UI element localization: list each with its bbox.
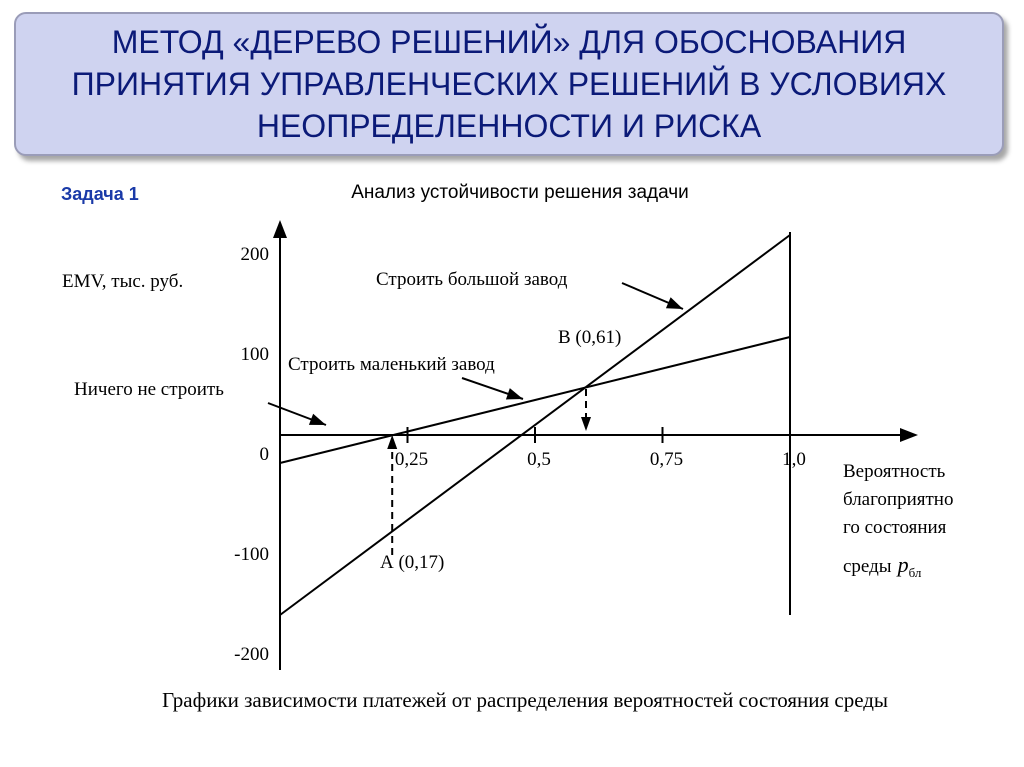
x-tick-label: 1,0 (782, 449, 806, 470)
y-axis-arrow (273, 220, 287, 238)
pointer-do-nothing-head (309, 414, 326, 425)
y-tick-label: 0 (259, 444, 269, 465)
series-line-0 (280, 235, 790, 615)
y-axis-label: EMV, тыс. руб. (62, 271, 184, 292)
point-a-label: А (0,17) (380, 552, 445, 573)
y-tick-label: -100 (234, 544, 269, 565)
x-axis-label-line: го состояния (843, 517, 947, 538)
plot-area (74, 220, 918, 670)
series-label-build-large: Строить большой завод (376, 269, 568, 290)
y-tick-label: 200 (240, 244, 269, 265)
chart-caption: Графики зависимости платежей от распределения вероятностей состояния среды (161, 688, 889, 712)
x-tick-label: 0,25 (394, 449, 429, 470)
x-axis-label-line: Вероятность (843, 461, 946, 482)
y-tick-label: -200 (234, 644, 269, 665)
x-tick-label: 0,5 (527, 449, 551, 470)
pointer-build-large-head (666, 297, 683, 309)
chart-title: Анализ устойчивости решения задачи (351, 182, 689, 203)
series-label-do-nothing: Ничего не строить (74, 379, 224, 400)
x-axis-label-line: среды $р_{бл}$ (843, 552, 922, 580)
page-title: МЕТОД «ДЕРЕВО РЕШЕНИЙ» ДЛЯ ОБОСНОВАНИЯ ПРИНЯТИЯ УПРАВЛЕНЧЕСКИХ РЕШЕНИЙ В УСЛОВИЯХ НЕОПРЕДЕЛЕННОСТИ И РИСКА (71, 24, 947, 144)
x-axis-label-line: благоприятно (843, 489, 954, 510)
task-label: Задача 1 (61, 184, 139, 204)
x-axis-symbol: р (897, 552, 909, 577)
x-axis-arrow (900, 428, 918, 442)
point-b-label: В (0,61) (558, 327, 622, 348)
x-axis-label (843, 461, 953, 580)
series-label-build-small: Строить маленький завод (288, 354, 495, 375)
y-tick-label: 100 (240, 344, 269, 365)
pointer-build-small-head (506, 388, 523, 399)
x-axis-subscript: бл (908, 565, 922, 580)
point-b-arrow (581, 417, 591, 431)
x-tick-label: 0,75 (649, 449, 684, 470)
